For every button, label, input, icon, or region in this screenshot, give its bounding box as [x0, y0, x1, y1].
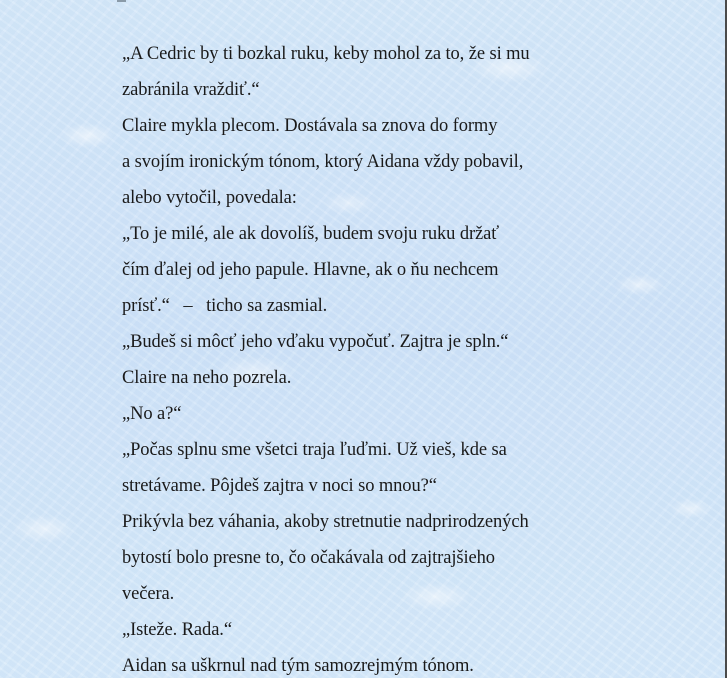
- text-line: „A Cedric by ti bozkal ruku, keby mohol za to, že si mu: [122, 44, 530, 64]
- text-line: Claire na neho pozrela.: [122, 368, 292, 388]
- text-line: večera.: [122, 584, 175, 604]
- text-line: „Istežе. Rada.“: [122, 620, 232, 640]
- text-line: stretávame. Pôjdeš zajtra v noci so mnou?“: [122, 476, 437, 496]
- ruler-marker: [117, 0, 126, 2]
- text-line: prísť.“ – ticho sa zasmial.: [122, 296, 328, 316]
- text-line: čím ďalej od jeho papule. Hlavne, ak o ňu nechcem: [122, 260, 499, 280]
- text-line: „To je milé, ale ak dovolíš, budem svoju ruku držať: [122, 224, 500, 244]
- document-body[interactable]: [122, 36, 712, 678]
- text-line: „No a?“: [122, 404, 182, 424]
- text-line: a svojím ironickým tónom, ktorý Aidana vždy pobavil,: [122, 152, 524, 172]
- text-line: Aidan sa uškrnul nad tým samozrejmým tónom.: [122, 656, 474, 676]
- text-line: zabránila vraždiť.“: [122, 80, 260, 100]
- text-line: Prikývla bez váhania, akoby stretnutie nadprirodzených: [122, 512, 529, 532]
- text-line: alebo vytočil, povedala:: [122, 188, 297, 208]
- text-line: „Budeš si môcť jeho vďaku vypočuť. Zajtra je spln.“: [122, 332, 509, 352]
- text-line: bytostí bolo presne to, čo očakávala od zajtrajšieho: [122, 548, 495, 568]
- text-line: „Počas splnu sme všetci traja ľuďmi. Už vieš, kde sa: [122, 440, 507, 460]
- text-line: Claire mykla plecom. Dostávala sa znova do formy: [122, 116, 498, 136]
